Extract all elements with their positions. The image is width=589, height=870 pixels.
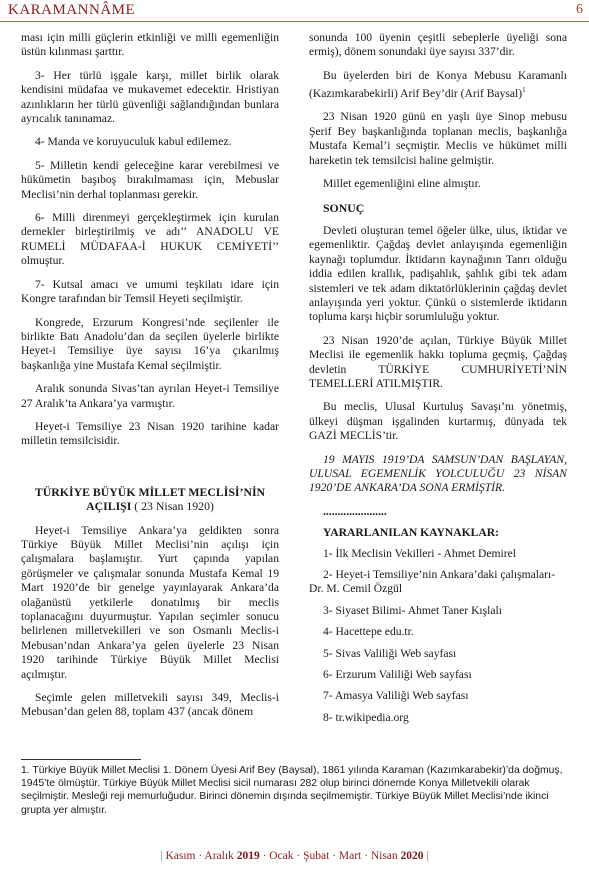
reference-item: 3- Siyaset Bilimi- Ahmet Taner Kışlalı: [323, 603, 502, 617]
paragraph: Heyet-i Temsiliye Ankara’ya geldikten sonra Türkiye Büyük Millet Meclisi’nin açılışı için çalışmalara başlamıştır. Yurt çapında yapılan görüşmeler ve çalışmalar sonunda Mustafa Kemal 19 Mart 1920’de bir genelge yayınlayarak Ankara’da olağanüstü yetkilerle donatılmış bir meclis toplanacağını duyurmuştur. Yapılan seçimler sonucu belirlenen milletvekilleri ve son Osmanlı Meclis-i Mebusan’ndan Ankara’ya gelen üyelerle 23 Nisan 1920 tarihinde Türkiye Büyük Millet Meclisi açılmıştır.: [21, 523, 279, 681]
paragraph: [309, 69, 567, 102]
footer-months: Kasım · Aralık: [165, 850, 234, 862]
paragraph: 5- Milletin kendi geleceğine karar verebilmesi ve hükümetin başıboş bırakılmaması için, Mebuslar Meclisi’nin derhal toplanması gerekir.: [21, 158, 279, 201]
section-heading-text: TÜRKİYE BÜYÜK MİLLET MECLİSİ’NİN AÇILIŞI: [34, 484, 266, 514]
paragraph: 23 Nisan 1920 günü en yaşlı üye Sinop mebusu Şerif Bey başkanlığında toplanan meclis, başkanlığa Mustafa Kemal’i seçmiştir. Meclis ve hükümet milli hareketin tek temsilcisi haline gelmiştir.: [309, 110, 567, 167]
paragraph: 3- Her türlü işgale karşı, millet birlik olarak kendisini müdafaa ve mukavemet edecektir. Hristiyan azınlıkların her türlü güvenliği sağlandığından bunlara ayrıcalık tanınamaz.: [21, 68, 279, 126]
paragraph: ması için milli güçlerin etkinliği ve milli egemenliğin üstün kılınması şarttır.: [21, 31, 279, 59]
paragraph: 7- Kutsal amacı ve umumi teşkilatı idare için Kongre tarafından bir Temsil Heyeti seçilmiştir.: [21, 277, 279, 306]
conclusion-heading-text: SONUÇ: [323, 200, 365, 215]
footer-divider: |: [160, 850, 163, 862]
left-column: [21, 31, 279, 729]
paragraph: 6- Milli direnmeyi gerçekleştirmek için kurulan dernekler birleştirilmiş ve adı’’ ANADOLU VE RUMELİ MÜDAFAA-İ HUKUK CEMİYETİ’’ olmuştur.: [21, 211, 279, 268]
reference-item: 7- Amasya Valiliği Web sayfası: [323, 689, 469, 703]
reference-item: 2- Heyet-i Temsiliye’nin Ankara’daki çalışmaları-Dr. M. Cemil Özgül: [309, 568, 556, 596]
paragraph-text: Bu üyelerden biri de Konya Mebusu Karamanlı (Kazımkarabekirli) Arif Bey’dir (Arif Baysal): [309, 68, 567, 101]
paragraph: 4- Manda ve koruyuculuk kabul edilemez.: [35, 135, 232, 149]
paragraph: Seçimle gelen milletvekili sayısı 349, Meclis-i Mebusan’dan gelen 88, toplam 437 (ancak dönem: [21, 691, 279, 719]
paragraph: Devleti oluşturan temel öğeler ülke, ulus, iktidar ve egemenliktir. Çağdaş devlet anlayışında egemenliğin kaynağı toplumdur. İktidarın kaynağının Tanrı olduğu iddia edilen krallık, padişahlık, şahlık gibi tek adam sistemleri ve tek adam diktatörlüklerinin çağdaş devlet anlayışında yeri yoktur. Çünkü o sistemlerde iktidarın topluma karşı hiçbir sorumluluğu yoktur.: [309, 223, 567, 324]
conclusion-heading: [309, 201, 567, 215]
paragraph: Aralık sonunda Sivas’tan ayrılan Heyet-i Temsiliye 27 Aralık’ta Ankara’ya varmıştır.: [21, 382, 279, 410]
right-column: [309, 31, 567, 732]
paragraph: sonunda 100 üyenin çeşitli sebeplerle üyeliği sona ermiş), dönem sonundaki üye sayısı 337’dir.: [309, 31, 567, 59]
footnote: 1. Türkiye Büyük Millet Meclisi 1. Dönem Üyesi Arif Bey (Baysal), 1861 yılında Karaman (Kazımkarabekir)’da doğmuş, 1945’te ölmüştür. Türkiye Büyük Millet Meclisi sicil numarası 282 olup birinci dönemde Konya Milletvekili olarak seçilmiştir. Mesleği reji memurluğudur. Birinci dönemin dışında seçilmemiştir. Türkiye Büyük Millet Meclisi’nde ikinci grupta yer almıştır.: [21, 765, 563, 816]
paragraph: Heyet-i Temsiliye 23 Nisan 1920 tarihine kadar milletin temsilcisidir.: [21, 419, 279, 448]
paragraph: Bu meclis, Ulusal Kurtuluş Savaşı’nı yönetmiş, ülkeyi düşman işgalinden kurtarmış, dünyada tek GAZİ MECLİS’tir.: [309, 400, 567, 443]
paragraph: Millet egemenliğini eline almıştır.: [323, 177, 481, 191]
reference-item: 6- Erzurum Valiliği Web sayfası: [323, 668, 472, 682]
page-header: [0, 0, 589, 24]
paragraph: 23 Nisan 1920’de açılan, Türkiye Büyük Millet Meclisi ile egemenlik hakkı topluma geçmiş, Çağdaş devletin TÜRKİYE CUMHURİYETİ’NİN TEMELLERİ ATILMIŞTIR.: [309, 333, 567, 390]
journal-title: KARAMANNÂME: [8, 2, 136, 18]
footer-months: · Ocak · Şubat · Mart · Nisan: [262, 850, 398, 862]
page-footer: [0, 850, 589, 862]
reference-item: 4- Hacettepe edu.tr.: [323, 625, 414, 639]
references-heading: YARARLANILAN KAYNAKLAR:: [323, 526, 499, 540]
reference-item: 1- İlk Meclisin Vekilleri - Ahmet Demirel: [323, 546, 516, 560]
section-heading-date: ( 23 Nisan 1920): [134, 499, 214, 514]
paragraph: Kongrede, Erzurum Kongresi’nde seçilenler ile birlikte Batı Anadolu’dan da seçilen üyelerle birlikte Heyet-i Temsiliye üye sayısı 16’ya çıkarılmış başkanlığa yine Mustafa Kemal seçilmiştir.: [21, 315, 279, 372]
header-rule: [0, 21, 589, 22]
references-list: [309, 547, 567, 726]
footnote-marker: 1: [522, 86, 526, 95]
footer-year: 2020: [400, 850, 424, 862]
footer-year: 2019: [236, 850, 260, 862]
paragraph-italic: 19 MAYIS 1919’DA SAMSUN’DAN BAŞLAYAN, ULUSAL EGEMENLİK YOLCULUĞU 23 NİSAN 1920’DE ANKARA’DA SONA ERMİŞTİR.: [309, 452, 567, 495]
section-heading: [21, 485, 279, 514]
footer-divider: |: [426, 850, 429, 862]
reference-item: 5- Sivas Valiliği Web sayfası: [323, 646, 457, 660]
dotted-separator: ......................: [323, 504, 387, 518]
reference-item: 8- tr.wikipedia.org: [323, 710, 409, 724]
page-number: 6: [576, 2, 583, 17]
footnote-rule: [21, 759, 141, 760]
